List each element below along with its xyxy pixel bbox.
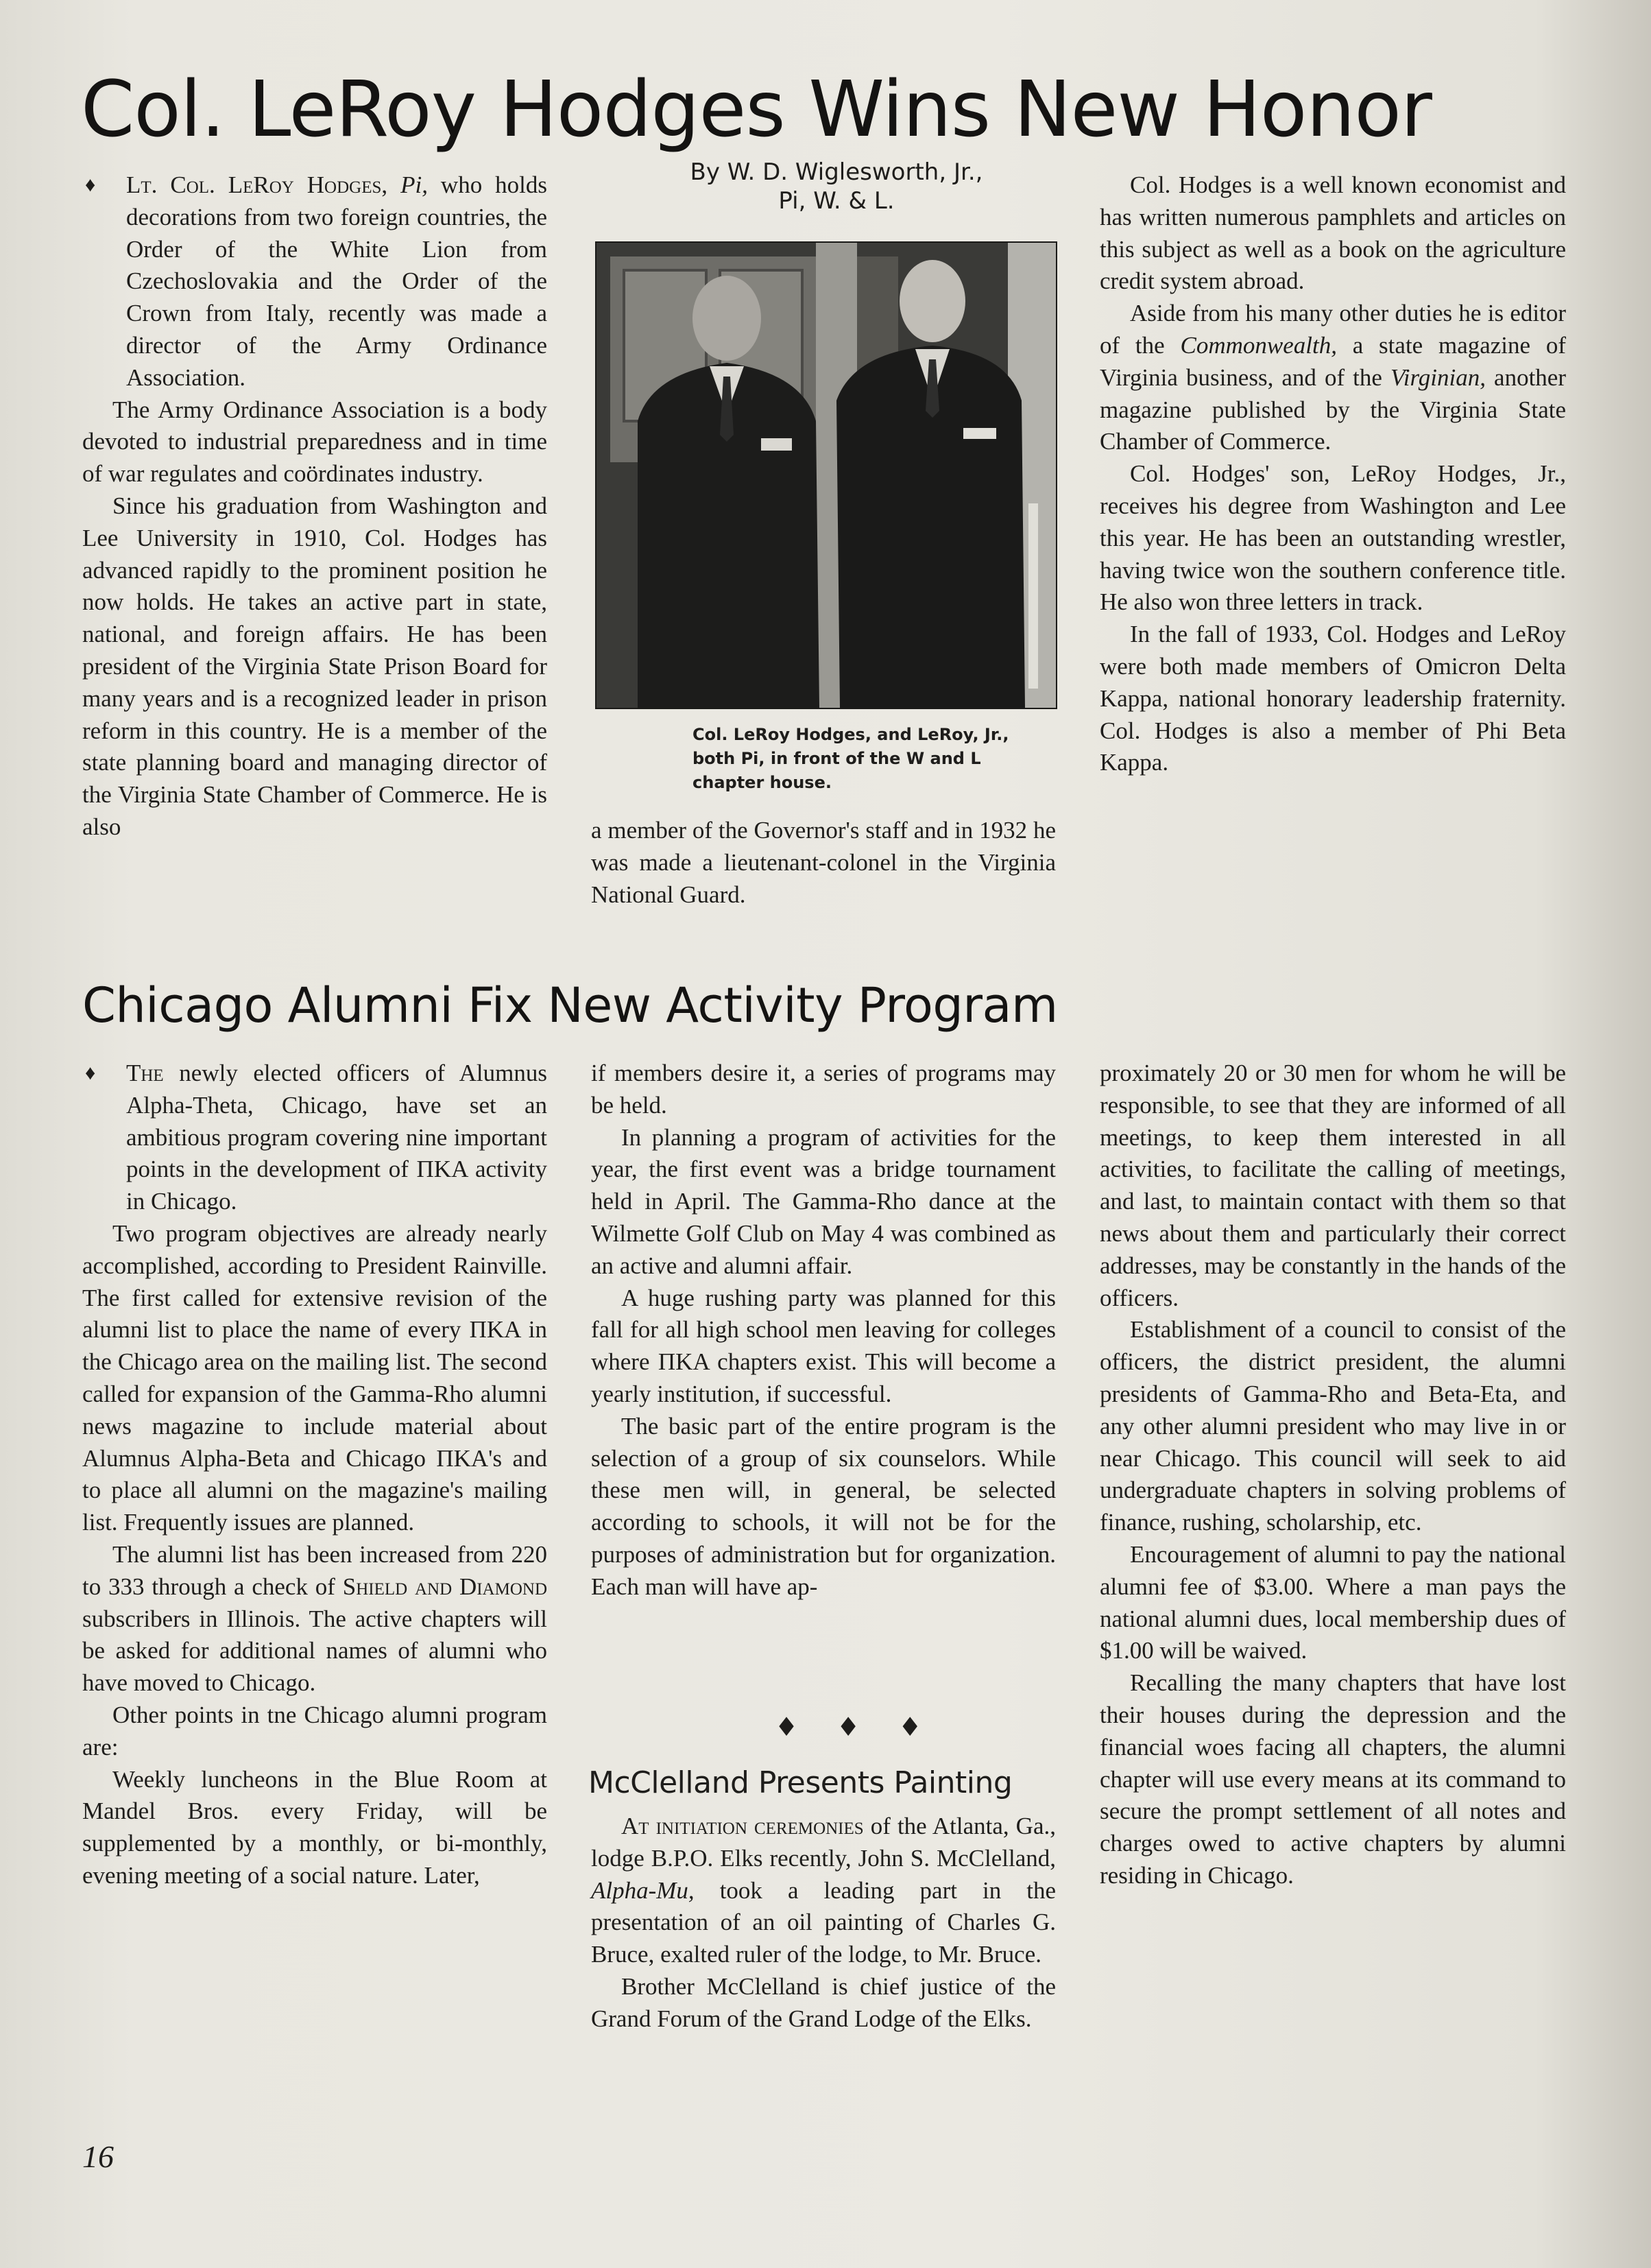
hodges-photo: [595, 241, 1057, 709]
article2-paragraph: In planning a program of activities for the year, the first event was a bridge tournament held in April. The Gamma-Rho dance at the Wilmette Golf Club on May 4 was combined as an active and alumni affair.: [591, 1123, 1056, 1279]
article2-lead-paragraph: ♦ The newly elected officers of Alumnus Alpha-Theta, Chicago, have set an ambitious program covering nine important points in the development of ΠΚΑ activity in Chicago.: [82, 1058, 547, 1218]
article1-paragraph: Col. Hodges is a well known economist and has written numerous pamphlets and articles on this subject as well as a book on the agriculture credit system abroad.: [1100, 171, 1566, 295]
article-byline: By W. D. Wiglesworth, Jr., Pi, W. & L.: [690, 158, 983, 215]
article-title: Col. LeRoy Hodges Wins New Honor: [81, 65, 1432, 154]
article3-title: McClelland Presents Painting: [588, 1765, 1013, 1800]
diamond-bullet-icon: ♦: [85, 1062, 96, 1084]
article3-paragraph: At initiation ceremonies of the Atlanta, Ga., lodge B.P.O. Elks recently, John S. McClelland, Alpha-Mu, took a leading part in the presentation of an oil painting of Charles G. Bruce, exalted ruler of the lodge, to Mr. Bruce.: [591, 1813, 1056, 1968]
article2-column-1: [82, 1058, 547, 1892]
article2-paragraph: Weekly luncheons in the Blue Room at Mandel Bros. every Friday, will be supplemented by a monthly, or bi-monthly, evening meeting of a social nature. Later,: [82, 1765, 547, 1889]
article1-paragraph: Since his graduation from Washington and Lee University in 1910, Col. Hodges has advanced rapidly to the prominent position he now holds. He takes an active part in state, national, and foreign affairs. He has been president of the Virginia State Prison Board for many years and is a recognized leader in prison reform in this country. He is a member of the state planning board and managing director of the Virginia State Chamber of Commerce. He is also: [82, 492, 547, 840]
article1-column-1: [82, 169, 547, 844]
article2-paragraph: Two program objectives are already nearly accomplished, according to President Rainville. The first called for extensive revision of the alumni list to place the name of every ΠΚΑ in the Chicago area on the mailing list. The second called for expansion of the Gamma-Rho alumni news magazine to include material about Alumnus Alpha-Beta and Chicago ΠΚΑ's and to place all alumni on the magazine's mailing list. Frequently issues are planned.: [82, 1219, 547, 1536]
page-number: 16: [82, 2139, 114, 2174]
article1-paragraph: In the fall of 1933, Col. Hodges and LeRoy were both made members of Omicron Delta Kappa, national honorary leadership fraternity. Col. Hodges is also a member of Phi Beta Kappa.: [1100, 621, 1566, 776]
article2-paragraph: The alumni list has been increased from 220 to 333 through a check of Shield and Diamond subscribers in Illinois. The active chapters will be asked for additional names of alumni who have moved to Chicago.: [82, 1540, 547, 1697]
article2-paragraph: Recalling the many chapters that have lost their houses during the depression and the financial woes facing all chapters, the alumni chapter will use every means at its command to secure the prompt settlement of all notes and charges owed to active chapters by alumni residing in Chicago.: [1100, 1669, 1566, 1889]
article3-paragraph: Brother McClelland is chief justice of the Grand Forum of the Grand Lodge of the Elks.: [591, 1972, 1056, 2032]
article2-paragraph: A huge rushing party was planned for this fall for all high school men leaving for colleges where ΠΚΑ chapters exist. This will become a yearly institution, if successful.: [591, 1284, 1056, 1407]
article1-paragraph: a member of the Governor's staff and in 1932 he was made a lieutenant-colonel in the Virginia National Guard.: [591, 817, 1056, 908]
diamond-bullet-icon: ♦: [85, 174, 96, 196]
article2-paragraph: Establishment of a council to consist of the officers, the district president, the alumni presidents of Gamma-Rho and Beta-Eta, and any other alumni president who may live in or near Chicago. This council will seek to aid undergraduate chapters in solving problems of finance, rushing, scholarship, etc.: [1100, 1316, 1566, 1536]
article1-paragraph: Aside from his many other duties he is editor of the Commonwealth, a state magazine of Virginia business, and of the Virginian, another magazine published by the Virginia State Chamber of Commerce.: [1100, 300, 1566, 455]
photo-illustration: [596, 243, 1056, 708]
article2-paragraph: The basic part of the entire program is the selection of a group of six counselors. While these men will, in general, be selected according to schools, it will not be for the purposes of administration but for organization. Each man will have ap-: [591, 1412, 1056, 1600]
article1-column-3: [1100, 169, 1566, 779]
article1-column-2: [591, 815, 1056, 911]
article3-body: [591, 1811, 1056, 2036]
article2-title: Chicago Alumni Fix New Activity Program: [82, 977, 1058, 1034]
article2-paragraph: proximately 20 or 30 men for whom he will be responsible, to see that they are informed of all meetings, to keep them interested in all activities, to facilitate the calling of meetings, and last, to maintain contact with them so that news about them and particularly their correct addresses, may be constantly in the hands of the officers.: [1100, 1060, 1566, 1311]
article2-column-3: [1100, 1058, 1566, 1892]
article2-paragraph: if members desire it, a series of programs may be held.: [591, 1060, 1056, 1119]
photo-caption: Col. LeRoy Hodges, and LeRoy, Jr., both Pi, in front of the W and L chapter house.: [692, 725, 1009, 792]
article2-column-2: [591, 1058, 1056, 1603]
section-separator: ♦ ♦ ♦: [775, 1712, 937, 1742]
article1-paragraph: Col. Hodges' son, LeRoy Hodges, Jr., receives his degree from Washington and Lee this year. He has been an outstanding wrestler, having twice won the southern conference title. He also won three letters in track.: [1100, 460, 1566, 616]
article2-paragraph: Encouragement of alumni to pay the national alumni fee of $3.00. Where a man pays the national alumni dues, local membership dues of $1.00 will be waived.: [1100, 1540, 1566, 1664]
article2-paragraph: Other points in tne Chicago alumni program are:: [82, 1701, 547, 1760]
article1-paragraph: The Army Ordinance Association is a body devoted to industrial preparedness and in time of war regulates and coördinates industry.: [82, 396, 547, 488]
article1-lead-paragraph: ♦ Lt. Col. LeRoy Hodges, Pi, who holds decorations from two foreign countries, the Order of the White Lion from Czechoslovakia and the Order of the Crown from Italy, recently was made a director of the Army Ordinance Association.: [82, 169, 547, 394]
